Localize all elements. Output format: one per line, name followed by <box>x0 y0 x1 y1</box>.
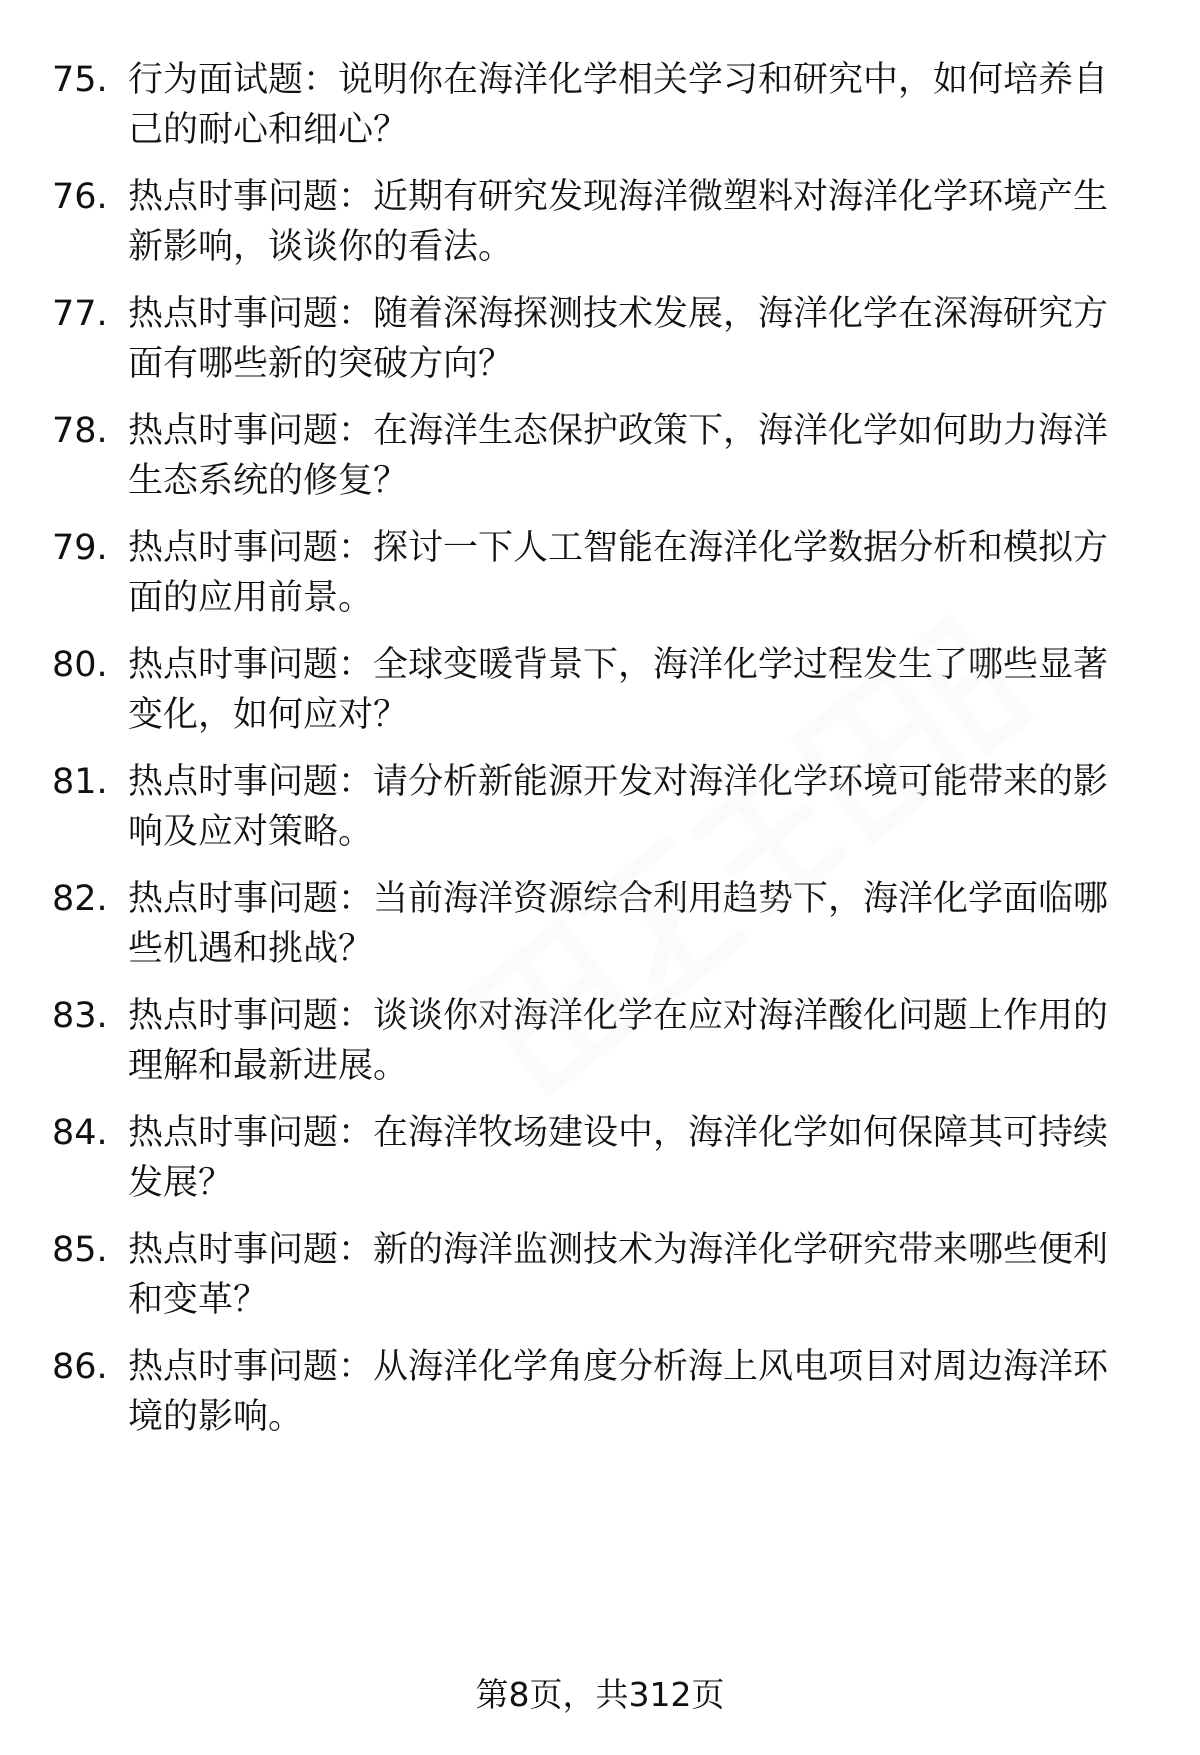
question-line-1: 热点时事问题：谈谈你对海洋化学在应对海洋酸化问题上作用的 <box>128 996 1109 1036</box>
question-item-79 <box>52 523 1142 633</box>
question-line-1: 热点时事问题：从海洋化学角度分析海上风电项目对周边海洋环 <box>128 1347 1109 1387</box>
question-item-78 <box>52 406 1142 516</box>
question-text <box>128 172 1198 272</box>
question-line-2: 生态系统的修复？ <box>128 461 409 501</box>
question-number: 86. <box>52 1347 108 1387</box>
question-number: 85. <box>52 1230 108 1270</box>
question-text <box>128 1342 1198 1442</box>
question-line-1: 热点时事问题：随着深海探测技术发展，海洋化学在深海研究方 <box>128 294 1109 334</box>
question-item-81 <box>52 757 1142 867</box>
question-line-1: 热点时事问题：探讨一下人工智能在海洋化学数据分析和模拟方 <box>128 528 1109 568</box>
question-line-1: 热点时事问题：在海洋生态保护政策下，海洋化学如何助力海洋 <box>128 411 1109 451</box>
question-text <box>128 991 1198 1091</box>
question-line-2: 理解和最新进展。 <box>128 1046 409 1086</box>
question-line-1: 热点时事问题：当前海洋资源综合利用趋势下，海洋化学面临哪 <box>128 879 1109 919</box>
question-line-1: 行为面试题：说明你在海洋化学相关学习和研究中，如何培养自 <box>128 60 1109 100</box>
question-line-2: 发展？ <box>128 1163 234 1203</box>
question-number: 84. <box>52 1113 108 1153</box>
question-item-84 <box>52 1108 1142 1218</box>
question-line-2: 境的影响。 <box>128 1397 304 1437</box>
question-text <box>128 640 1198 740</box>
question-item-77 <box>52 289 1142 399</box>
question-item-85 <box>52 1225 1142 1335</box>
question-number: 75. <box>52 60 108 100</box>
question-number: 79. <box>52 528 108 568</box>
question-line-2: 己的耐心和细心？ <box>128 110 409 150</box>
question-line-2: 响及应对策略。 <box>128 812 374 852</box>
question-line-2: 新影响，谈谈你的看法。 <box>128 227 514 267</box>
question-text <box>128 406 1198 506</box>
question-line-1: 热点时事问题：在海洋牧场建设中，海洋化学如何保障其可持续 <box>128 1113 1109 1153</box>
question-line-2: 面的应用前景。 <box>128 578 374 618</box>
question-line-2: 和变革？ <box>128 1280 269 1320</box>
question-number: 81. <box>52 762 108 802</box>
question-number: 80. <box>52 645 108 685</box>
question-item-82 <box>52 874 1142 984</box>
question-item-75 <box>52 55 1142 165</box>
question-line-1: 热点时事问题：全球变暖背景下，海洋化学过程发生了哪些显著 <box>128 645 1109 685</box>
question-line-1: 热点时事问题：近期有研究发现海洋微塑料对海洋化学环境产生 <box>128 177 1109 217</box>
question-number: 78. <box>52 411 108 451</box>
question-text <box>128 523 1198 623</box>
question-line-2: 面有哪些新的突破方向？ <box>128 344 514 384</box>
question-text <box>128 1225 1198 1325</box>
question-item-86 <box>52 1342 1142 1452</box>
question-item-80 <box>52 640 1142 750</box>
question-number: 77. <box>52 294 108 334</box>
question-text <box>128 874 1198 974</box>
question-line-1: 热点时事问题：请分析新能源开发对海洋化学环境可能带来的影 <box>128 762 1109 802</box>
question-line-2: 些机遇和挑战？ <box>128 929 374 969</box>
question-number: 76. <box>52 177 108 217</box>
question-text <box>128 55 1198 155</box>
question-line-2: 变化，如何应对？ <box>128 695 409 735</box>
question-text <box>128 1108 1198 1208</box>
question-item-83 <box>52 991 1142 1101</box>
question-number: 83. <box>52 996 108 1036</box>
question-line-1: 热点时事问题：新的海洋监测技术为海洋化学研究带来哪些便利 <box>128 1230 1109 1270</box>
question-text <box>128 757 1198 857</box>
question-text <box>128 289 1198 389</box>
page-number-footer: 第8页，共312页 <box>475 1675 725 1714</box>
question-number: 82. <box>52 879 108 919</box>
question-item-76 <box>52 172 1142 282</box>
